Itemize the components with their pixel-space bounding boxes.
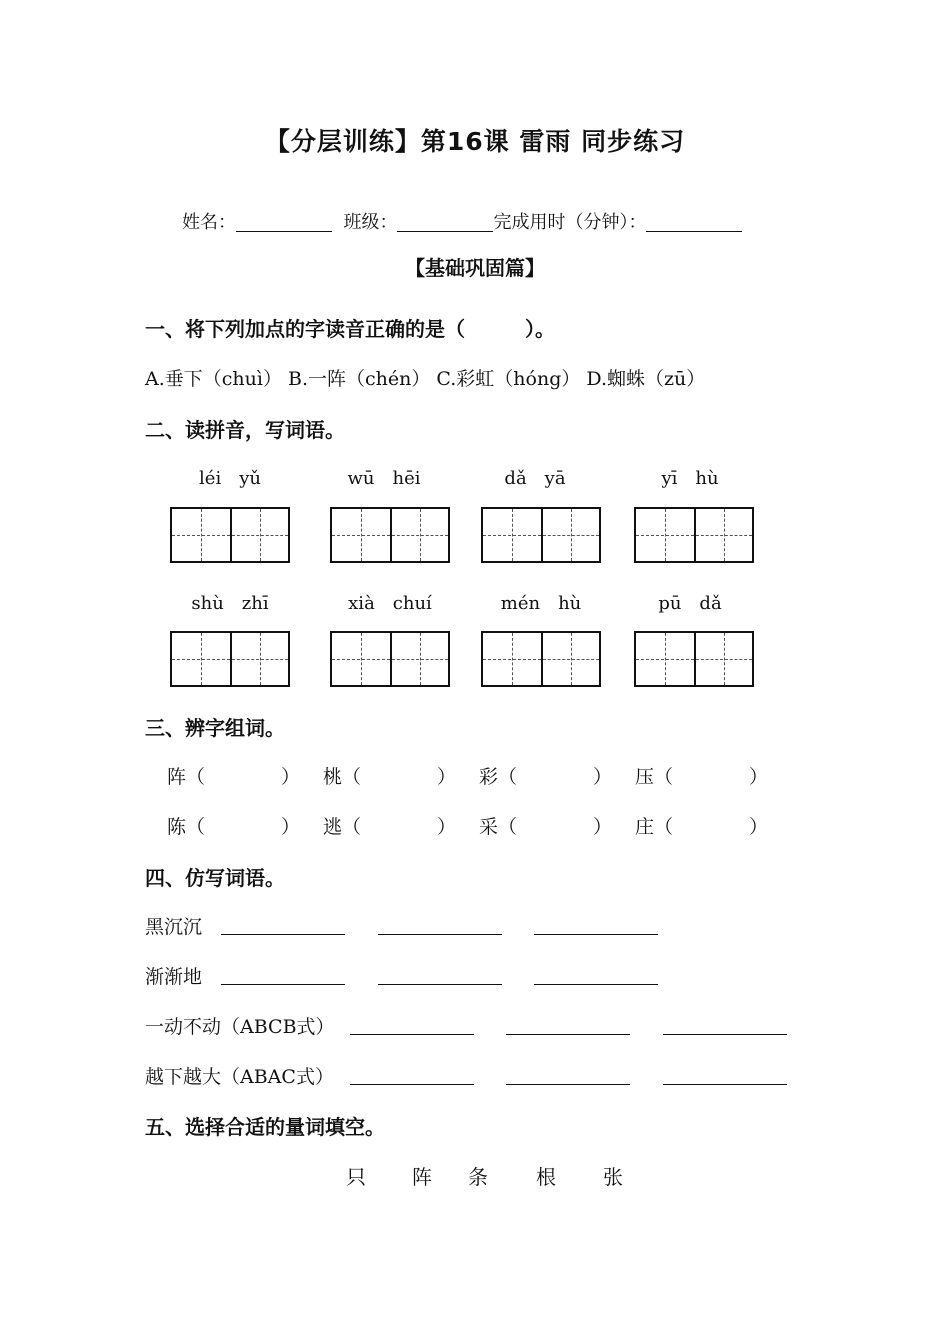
pinyin-label: dǎ yā [504,468,566,489]
char-pair-item: 逃（ ） [323,816,457,838]
answer-line[interactable] [221,934,345,935]
class-label: 班级： [343,212,398,233]
name-label: 姓名： [182,212,236,233]
tianzige-box[interactable] [170,631,290,687]
student-info-line [182,208,742,234]
section-heading: 【基础巩固篇】 [405,256,545,280]
tianzige-box[interactable] [330,507,450,563]
measure-word: 阵 [412,1165,432,1189]
answer-line[interactable] [221,984,345,985]
answer-line[interactable] [663,1084,787,1085]
answer-line[interactable] [378,984,502,985]
q4-heading: 四、仿写词语。 [145,866,285,890]
char-pair-item: 桃（ ） [323,766,457,788]
answer-line[interactable] [378,934,502,935]
char-pair-item: 压（ ） [635,766,769,788]
q3-heading: 三、辨字组词。 [145,716,285,740]
measure-word: 条 [468,1165,488,1189]
class-blank[interactable] [397,213,493,232]
answer-line[interactable] [506,1034,630,1035]
answer-line[interactable] [350,1084,474,1085]
imitate-label: 越下越大（ABAC式） [145,1066,334,1088]
measure-word: 只 [346,1165,366,1189]
char-pair-item: 彩（ ） [479,766,613,788]
char-pair-item: 采（ ） [479,816,613,838]
measure-word: 根 [536,1165,556,1189]
pinyin-label: pū dǎ [658,593,722,614]
answer-line[interactable] [534,984,658,985]
q1-heading: 一、将下列加点的字读音正确的是（ ）。 [145,317,555,341]
imitate-label: 一动不动（ABCB式） [145,1016,335,1038]
tianzige-box[interactable] [634,507,754,563]
pinyin-label: wū hēi [347,468,421,489]
measure-word: 张 [603,1165,623,1189]
q5-heading: 五、选择合适的量词填空。 [145,1115,385,1139]
tianzige-box[interactable] [634,631,754,687]
time-blank[interactable] [646,213,742,232]
tianzige-box[interactable] [481,631,601,687]
name-blank[interactable] [236,213,332,232]
time-label: 完成用时（分钟）： [493,212,647,233]
tianzige-box[interactable] [170,507,290,563]
pinyin-label: léi yǔ [199,468,261,489]
char-pair-item: 阵（ ） [167,766,301,788]
pinyin-label: mén hù [500,593,582,614]
tianzige-box[interactable] [481,507,601,563]
pinyin-label: shù zhī [191,593,269,614]
pinyin-label: xià chuí [348,593,432,614]
q2-heading: 二、读拼音，写词语。 [145,418,345,442]
imitate-label: 渐渐地 [145,966,203,988]
char-pair-item: 陈（ ） [167,816,301,838]
char-pair-item: 庄（ ） [635,816,769,838]
tianzige-box[interactable] [330,631,450,687]
page-title: 【分层训练】第16课 雷雨 同步练习 [264,127,686,156]
answer-line[interactable] [350,1034,474,1035]
imitate-label: 黑沉沉 [145,916,203,938]
answer-line[interactable] [663,1034,787,1035]
pinyin-label: yī hù [661,468,719,489]
q1-options: A.垂下（chuì） B.一阵（chén） C.彩虹（hóng） D.蜘蛛（zū） [145,368,706,390]
answer-line[interactable] [506,1084,630,1085]
answer-line[interactable] [534,934,658,935]
